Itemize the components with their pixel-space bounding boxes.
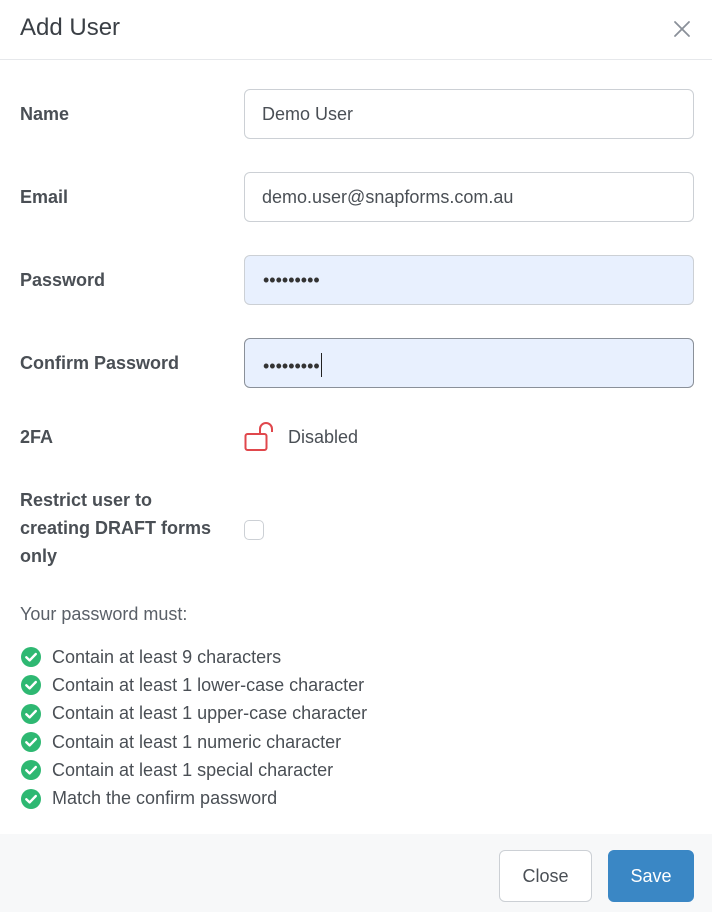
confirm-password-mask (263, 353, 322, 377)
twofa-status-text: Disabled (288, 426, 359, 447)
name-label: Name (20, 104, 70, 124)
password-rule-text: Contain at least 1 special character (52, 759, 334, 780)
check-circle-icon (20, 759, 42, 781)
check-circle-icon (20, 646, 42, 668)
password-label: Password (20, 270, 106, 290)
modal-title: Add User (20, 14, 121, 41)
close-icon[interactable] (668, 15, 696, 43)
restrict-label-line2: creating DRAFT forms (20, 518, 212, 538)
password-rule-text: Contain at least 1 numeric character (52, 731, 342, 752)
restrict-label-line3: only (20, 546, 58, 566)
password-rule-item (20, 756, 367, 784)
email-input[interactable] (244, 172, 694, 222)
password-rule-item (20, 728, 367, 756)
confirm-password-input[interactable] (244, 338, 694, 388)
check-circle-icon (20, 674, 42, 696)
twofa-status[interactable] (244, 422, 358, 452)
password-rule-item (20, 700, 367, 728)
password-input[interactable] (244, 255, 694, 305)
check-circle-icon (20, 731, 42, 753)
unlocked-padlock-icon (244, 422, 278, 452)
confirm-password-label: Confirm Password (20, 353, 180, 373)
restrict-label-line1: Restrict user to (20, 490, 153, 510)
modal-footer (0, 834, 712, 912)
twofa-label: 2FA (20, 427, 54, 447)
password-rules-list (20, 643, 367, 813)
name-input[interactable] (244, 89, 694, 139)
password-rule-item (20, 784, 367, 812)
restrict-label (20, 486, 211, 570)
password-rule-text: Match the confirm password (52, 788, 278, 809)
password-rules-heading: Your password must: (20, 604, 188, 624)
close-button[interactable]: Close (499, 850, 592, 902)
email-label: Email (20, 187, 69, 207)
password-rule-text: Contain at least 1 upper-case character (52, 703, 368, 724)
save-button[interactable]: Save (608, 850, 694, 902)
confirm-password-dots: ••••••••• (263, 356, 320, 376)
text-caret (321, 353, 323, 377)
password-rule-item (20, 671, 367, 699)
modal-header (0, 0, 712, 60)
password-mask: ••••••••• (263, 270, 320, 290)
check-circle-icon (20, 703, 42, 725)
password-rule-item (20, 643, 367, 671)
password-rule-text: Contain at least 1 lower-case character (52, 674, 365, 695)
restrict-draft-checkbox[interactable] (244, 520, 264, 540)
password-rule-text: Contain at least 9 characters (52, 646, 282, 667)
check-circle-icon (20, 788, 42, 810)
